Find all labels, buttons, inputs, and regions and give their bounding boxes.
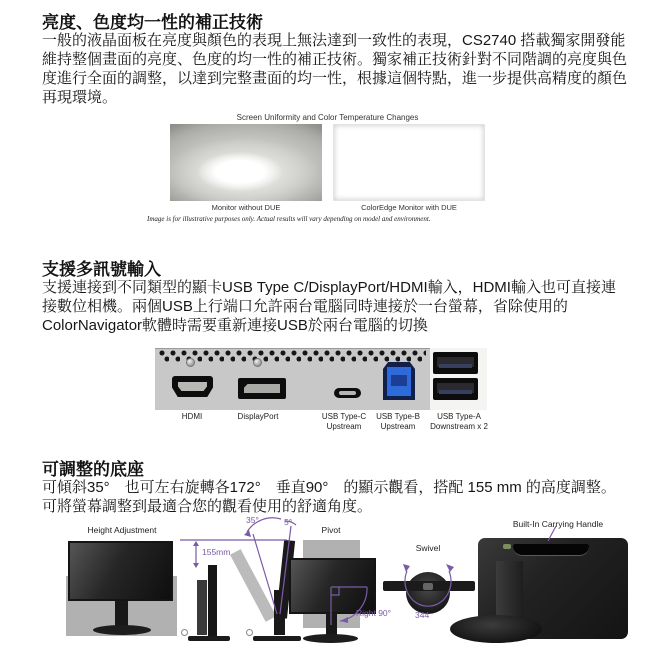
label-without-due: Monitor without DUE xyxy=(211,203,281,212)
stand-figure xyxy=(0,513,650,668)
uniformity-figure xyxy=(0,111,650,233)
swivel-value-label: 344 xyxy=(415,610,430,620)
section-title-inputs: 支援多訊號輸入 xyxy=(42,260,161,279)
displayport-port xyxy=(238,378,286,399)
usb-type-b-port xyxy=(383,362,415,400)
usb-type-a-port xyxy=(433,352,478,374)
swivel-label: Swivel xyxy=(415,543,441,553)
carrying-handle-label: Built-In Carrying Handle xyxy=(512,519,604,529)
pivot-value-label: Right 90° xyxy=(356,608,392,618)
port-label-usb-c: USB Type-C Upstream xyxy=(321,412,367,431)
screw-icon xyxy=(253,358,262,367)
port-label-displayport: DisplayPort xyxy=(237,412,279,421)
tilt-forward-label: 5° xyxy=(284,517,293,527)
uniformity-map-with-due xyxy=(333,124,485,201)
hdmi-port xyxy=(172,376,213,397)
ports-figure xyxy=(0,345,650,445)
annotation-arrows xyxy=(0,513,650,668)
height-adjustment-label: Height Adjustment xyxy=(87,525,157,535)
pivot-label: Pivot xyxy=(321,525,341,535)
section-title-stand: 可調整的底座 xyxy=(42,460,144,479)
tilt-back-label: 35° xyxy=(246,515,259,525)
port-label-usb-b: USB Type-B Upstream xyxy=(376,412,420,431)
section-title-uniformity: 亮度、色度均一性的補正技術 xyxy=(42,13,263,32)
usb-type-a-port xyxy=(433,378,478,400)
vent-holes xyxy=(158,350,426,362)
usb-type-c-port xyxy=(334,388,361,398)
section-body-inputs: 支援連接到不同類型的顯卡USB Type C/DisplayPort/HDMI輸入，HDMI輸入也可直接連接數位相機。兩個USB上行端口允許兩台電腦同時連接於一台螢幕，省除使用的ColorNavigator軟體時需要重新連接USB於兩台電腦的切換 xyxy=(42,279,616,334)
section-body-stand: 可傾斜35° 也可左右旋轉各172° 垂直90° 的顯示觀看，搭配 155 mm 的高度調整。可將螢幕調整到最適合您的觀看使用的舒適角度。 xyxy=(42,479,616,515)
port-label-usb-a: USB Type-A Downstream x 2 xyxy=(430,412,488,431)
section-body-uniformity: 一般的液晶面板在亮度與顏色的表現上無法達到一致性的表現，CS2740 搭載獨家開發能維持整個畫面的亮度、色度的均一性的補正技術。獨家補正技術針對不同階調的亮度與色度進行全面的調整，以達到完整畫面的均一性，根據這個特點，進一步提供高精度的顏色再現環境。 xyxy=(42,32,628,106)
label-with-due: ColorEdge Monitor with DUE xyxy=(361,203,457,212)
uniformity-figure-title: Screen Uniformity and Color Temperature Changes xyxy=(236,113,419,122)
uniformity-footnote: Image is for illustrative purposes only. Actual results will vary depending on model and environment. xyxy=(147,215,431,223)
port-label-hdmi: HDMI xyxy=(181,412,203,421)
screw-icon xyxy=(186,358,195,367)
uniformity-map-without-due xyxy=(170,124,322,201)
height-value-label: 155mm xyxy=(202,547,231,557)
